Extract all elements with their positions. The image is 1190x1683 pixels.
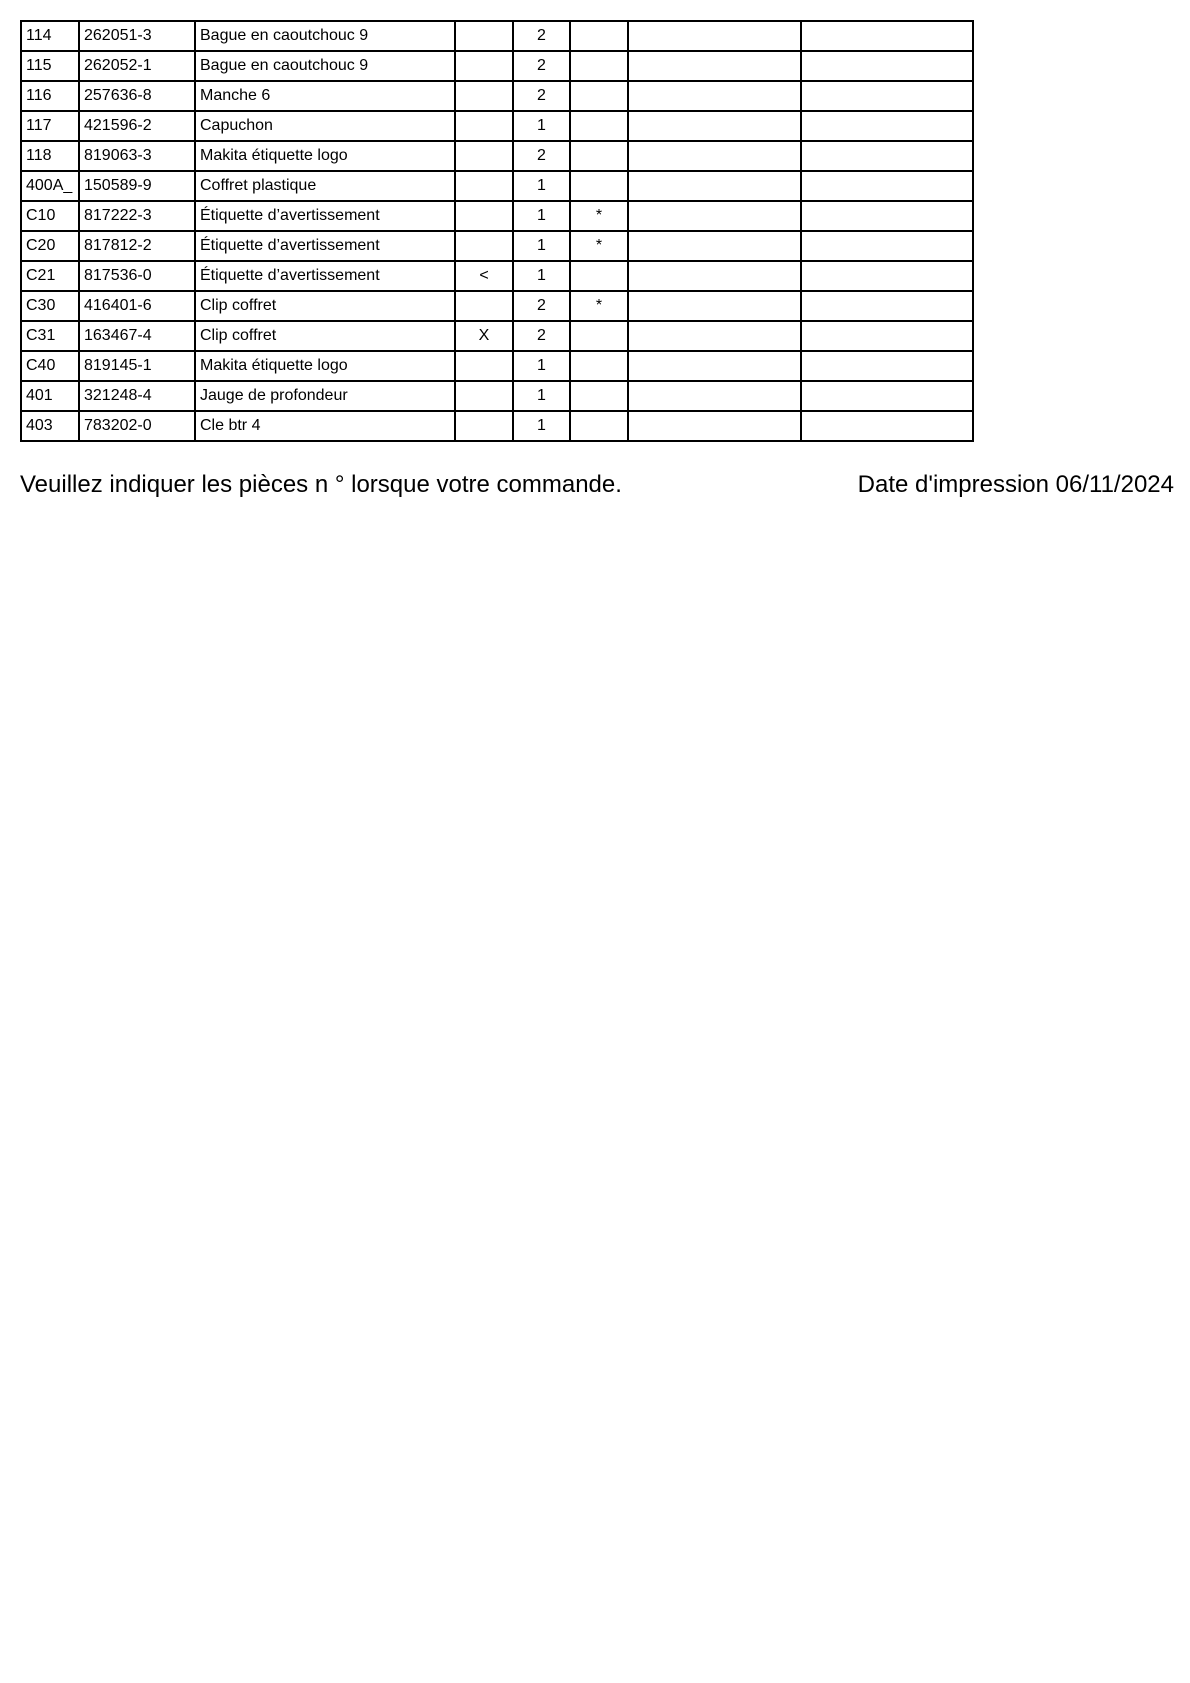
order-instruction-note: Veuillez indiquer les pièces n ° lorsque votre commande.: [20, 471, 622, 498]
cell-blank-7: [628, 111, 801, 141]
cell-note: [570, 261, 628, 291]
cell-part-number: 819145-1: [79, 351, 195, 381]
cell-blank-7: [628, 291, 801, 321]
cell-description: Étiquette d’avertissement: [195, 231, 455, 261]
cell-blank-7: [628, 351, 801, 381]
cell-part-number: 783202-0: [79, 411, 195, 441]
cell-mark: <: [455, 261, 513, 291]
cell-part-number: 817812-2: [79, 231, 195, 261]
cell-description: Jauge de profondeur: [195, 381, 455, 411]
cell-item-number: 400A_: [21, 171, 79, 201]
cell-quantity: 1: [513, 411, 570, 441]
cell-quantity: 2: [513, 21, 570, 51]
cell-quantity: 1: [513, 231, 570, 261]
cell-mark: [455, 171, 513, 201]
cell-part-number: 819063-3: [79, 141, 195, 171]
cell-note: [570, 81, 628, 111]
cell-note: [570, 111, 628, 141]
cell-mark: [455, 81, 513, 111]
cell-note: [570, 21, 628, 51]
print-date: Date d'impression 06/11/2024: [857, 471, 1174, 498]
cell-blank-7: [628, 141, 801, 171]
cell-blank-7: [628, 261, 801, 291]
table-row: [21, 411, 973, 441]
table-row: [21, 321, 973, 351]
cell-part-number: 163467-4: [79, 321, 195, 351]
cell-part-number: 817536-0: [79, 261, 195, 291]
cell-mark: [455, 141, 513, 171]
cell-item-number: 401: [21, 381, 79, 411]
cell-mark: [455, 21, 513, 51]
cell-note: [570, 51, 628, 81]
cell-description: Bague en caoutchouc 9: [195, 21, 455, 51]
cell-item-number: C30: [21, 291, 79, 321]
cell-item-number: 114: [21, 21, 79, 51]
cell-item-number: 116: [21, 81, 79, 111]
cell-item-number: 117: [21, 111, 79, 141]
cell-blank-8: [801, 321, 973, 351]
cell-part-number: 262052-1: [79, 51, 195, 81]
cell-item-number: C21: [21, 261, 79, 291]
table-row: [21, 81, 973, 111]
cell-note: *: [570, 291, 628, 321]
cell-blank-7: [628, 21, 801, 51]
cell-description: Clip coffret: [195, 291, 455, 321]
cell-item-number: C31: [21, 321, 79, 351]
cell-description: Bague en caoutchouc 9: [195, 51, 455, 81]
cell-blank-8: [801, 231, 973, 261]
cell-mark: [455, 111, 513, 141]
cell-blank-8: [801, 291, 973, 321]
cell-blank-8: [801, 51, 973, 81]
table-row: [21, 291, 973, 321]
cell-item-number: C10: [21, 201, 79, 231]
cell-description: Coffret plastique: [195, 171, 455, 201]
table-row: [21, 111, 973, 141]
cell-description: Étiquette d’avertissement: [195, 201, 455, 231]
cell-item-number: C40: [21, 351, 79, 381]
cell-part-number: 150589-9: [79, 171, 195, 201]
table-row: [21, 231, 973, 261]
cell-blank-8: [801, 381, 973, 411]
cell-blank-8: [801, 411, 973, 441]
cell-blank-8: [801, 351, 973, 381]
cell-description: Étiquette d’avertissement: [195, 261, 455, 291]
cell-part-number: 817222-3: [79, 201, 195, 231]
cell-note: [570, 321, 628, 351]
cell-blank-7: [628, 381, 801, 411]
table-row: [21, 51, 973, 81]
table-row: [21, 141, 973, 171]
cell-mark: [455, 201, 513, 231]
cell-mark: [455, 411, 513, 441]
cell-quantity: 1: [513, 201, 570, 231]
cell-part-number: 257636-8: [79, 81, 195, 111]
cell-quantity: 2: [513, 291, 570, 321]
table-row: [21, 21, 973, 51]
cell-description: Capuchon: [195, 111, 455, 141]
cell-blank-7: [628, 201, 801, 231]
cell-description: Clip coffret: [195, 321, 455, 351]
cell-part-number: 262051-3: [79, 21, 195, 51]
cell-mark: [455, 291, 513, 321]
cell-quantity: 1: [513, 381, 570, 411]
cell-part-number: 321248-4: [79, 381, 195, 411]
table-row: [21, 381, 973, 411]
cell-blank-8: [801, 261, 973, 291]
cell-blank-8: [801, 201, 973, 231]
cell-note: *: [570, 231, 628, 261]
cell-note: [570, 171, 628, 201]
cell-quantity: 2: [513, 321, 570, 351]
cell-quantity: 2: [513, 81, 570, 111]
cell-mark: [455, 381, 513, 411]
cell-blank-8: [801, 21, 973, 51]
cell-description: Makita étiquette logo: [195, 351, 455, 381]
table-row: [21, 261, 973, 291]
cell-description: Manche 6: [195, 81, 455, 111]
table-row: [21, 351, 973, 381]
cell-part-number: 421596-2: [79, 111, 195, 141]
table-row: [21, 171, 973, 201]
cell-quantity: 1: [513, 111, 570, 141]
cell-quantity: 1: [513, 171, 570, 201]
table-row: [21, 201, 973, 231]
cell-blank-7: [628, 171, 801, 201]
cell-blank-7: [628, 411, 801, 441]
cell-blank-8: [801, 81, 973, 111]
cell-item-number: C20: [21, 231, 79, 261]
cell-note: [570, 411, 628, 441]
cell-part-number: 416401-6: [79, 291, 195, 321]
cell-mark: [455, 51, 513, 81]
cell-blank-7: [628, 321, 801, 351]
cell-blank-8: [801, 171, 973, 201]
cell-description: Makita étiquette logo: [195, 141, 455, 171]
cell-quantity: 1: [513, 351, 570, 381]
cell-blank-7: [628, 231, 801, 261]
cell-mark: [455, 351, 513, 381]
cell-blank-7: [628, 51, 801, 81]
cell-note: [570, 141, 628, 171]
cell-note: [570, 381, 628, 411]
cell-blank-8: [801, 141, 973, 171]
parts-table: [20, 20, 974, 442]
cell-note: *: [570, 201, 628, 231]
cell-blank-7: [628, 81, 801, 111]
cell-quantity: 2: [513, 141, 570, 171]
cell-mark: X: [455, 321, 513, 351]
cell-quantity: 2: [513, 51, 570, 81]
cell-item-number: 115: [21, 51, 79, 81]
cell-note: [570, 351, 628, 381]
parts-table-body: [21, 21, 973, 441]
cell-item-number: 118: [21, 141, 79, 171]
cell-item-number: 403: [21, 411, 79, 441]
cell-description: Cle btr 4: [195, 411, 455, 441]
cell-quantity: 1: [513, 261, 570, 291]
cell-blank-8: [801, 111, 973, 141]
cell-mark: [455, 231, 513, 261]
